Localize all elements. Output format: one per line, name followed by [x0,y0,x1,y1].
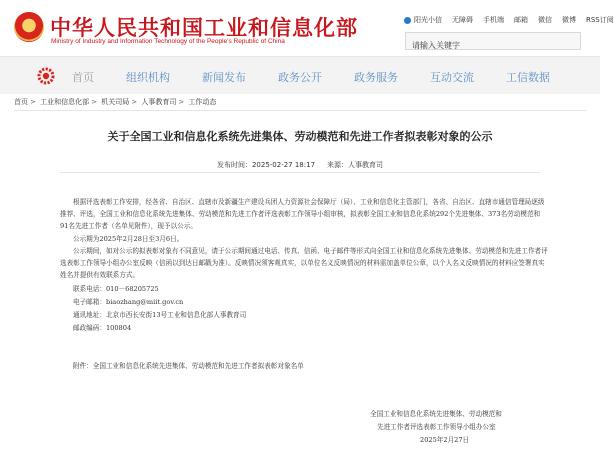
signature-line: 先进工作者评选表彰工作领导小组办公室 [377,423,496,431]
nav-item-organization[interactable]: 组织机构 [126,71,170,84]
nav-item-government-affairs[interactable]: 政务公开 [278,71,322,84]
sunshine-icon [404,17,411,24]
contact-postcode: 邮政编码：100804 [73,324,132,332]
contact-address: 通讯地址：北京市西长安街13号工业和信息化部人事教育司 [73,311,247,319]
signature-date: 2025年2月27日 [420,436,470,444]
article-paragraph: 根据评选表彰工作安排，经各省、自治区、直辖市及新疆生产建设兵团人力资源社会保障厅（局）、工业和信息化主管部门，各省、自治区、直辖市通信管理局逐级推荐、评选，全国工业和信息化系统先进集体、劳动模范和先进工作者评选表彰工作领导小组审核，拟表彰全国工业和信息化系统292个先进集体、373名劳动模范和91名先进工作者（名单见附件），现予以公示。 [60,198,545,230]
breadcrumb-ministry[interactable]: 工业和信息化部 [40,98,90,106]
article-meta [0,160,600,170]
breadcrumb: 首页 > 工业和信息化部 > 机关司局 > 人事教育司 > 工作动态 [14,98,217,106]
toplink-wechat[interactable]: 微信 [538,16,552,24]
toplink-sunshine[interactable]: 阳光小信 [404,15,442,25]
nav-item-data[interactable]: 工信数据 [506,71,550,84]
article-title: 关于全国工业和信息化系统先进集体、劳动模范和先进工作者拟表彰对象的公示 [107,130,493,143]
toplink-mail[interactable]: 邮箱 [514,16,528,24]
top-links [404,14,614,26]
attachment-link[interactable]: 附件：全国工业和信息化系统先进集体、劳动模范和先进工作者拟表彰对象名单 [73,362,304,370]
miit-logo-icon [36,66,56,86]
nav-item-services[interactable]: 政务服务 [354,71,398,84]
publish-date: 发布时间：2025-02-27 18:17 [216,161,316,169]
main-nav [0,56,600,94]
breadcrumb-departments[interactable]: 机关司局 [101,98,130,106]
site-header [0,0,614,56]
contact-email: 电子邮箱：biaozhang@miit.gov.cn [73,298,184,306]
breadcrumb-work-news[interactable]: 工作动态 [188,98,217,106]
breadcrumb-hr-department[interactable]: 人事教育司 [141,98,177,106]
breadcrumb-home[interactable]: 首页 [14,98,28,106]
divider [60,172,540,173]
toplink-rss[interactable]: RSS订阅 [586,16,614,24]
nav-item-news[interactable]: 新闻发布 [202,71,246,84]
contact-phone: 联系电话：010－68205725 [73,285,159,293]
national-emblem-icon[interactable]: ★ [14,12,44,42]
toplink-accessibility[interactable]: 无障碍 [452,16,473,24]
site-subtitle: Ministry of Industry and Information Technology of the People's Republic of China [51,38,285,45]
site-title[interactable]: 中华人民共和国工业和信息化部 [50,16,358,40]
toplink-weibo[interactable]: 微博 [562,16,576,24]
article-paragraph: 公示期间，如对公示的拟表彰对象有不同意见，请于公示期间通过电话、传真、信函、电子邮件等形式向全国工业和信息化系统先进集体、劳动模范和先进工作者评选表彰工作领导小组办公室反映（信函以到达日邮戳为准）。反映情况须客观真实，以单位名义反映情况的材料需加盖单位公章，以个人名义反映情况的材料应签署真实姓名并提供有效联系方式。 [60,247,548,279]
toplink-mobile[interactable]: 手机端 [483,16,504,24]
article-source: 来源：人事教育司 [327,161,384,169]
divider [14,110,586,111]
nav-item-interaction[interactable]: 互动交流 [430,71,474,84]
signature-line: 全国工业和信息化系统先进集体、劳动模范和 [370,410,502,418]
nav-item-home[interactable]: 首页 [72,71,94,84]
search-box [405,32,581,50]
article-paragraph: 公示期为2025年2月28日至3月6日。 [73,235,184,243]
search-input[interactable] [406,38,580,54]
